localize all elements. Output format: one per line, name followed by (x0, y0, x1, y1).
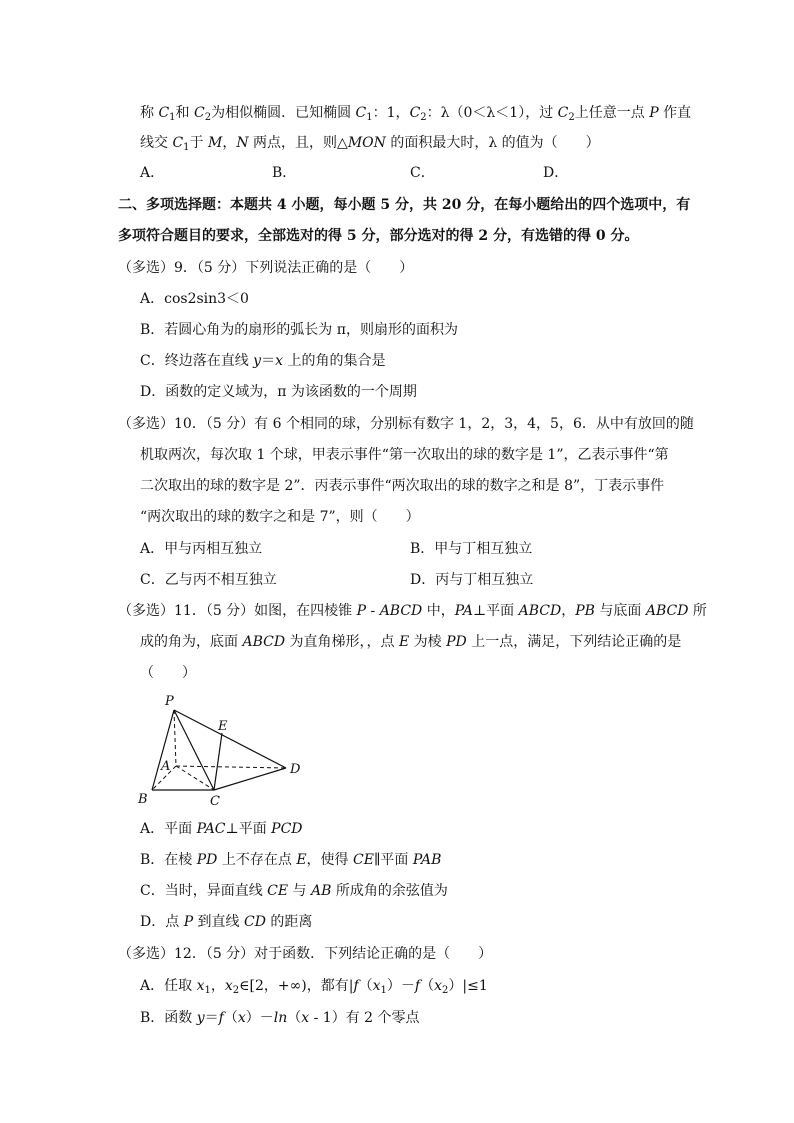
edge-pb (152, 710, 174, 790)
q11-option-a: A．平面 PAC⊥平面 PCD (140, 821, 303, 837)
q8-line-1: 称 $C_1$和 $C_2$为相似椭圆．已知椭圆 $C_1$：1，$C_2$：λ（0＜λ＜1），过 $C_2$上任意一点 P 作直 (140, 105, 692, 123)
q9-option-b: B．若圆心角为的扇形的弧长为 π，则扇形的面积为 (140, 322, 458, 338)
q12-stem: （多选）12．（5 分）对于函数．下列结论正确的是（ ） (118, 946, 493, 962)
q10-line-1: （多选）10．（5 分）有 6 个相同的球，分别标有数字 1，2，3，4，5，6．从中有放回的随 (118, 416, 694, 432)
q10-line-2: 机取两次，每次取 1 个球，甲表示事件“第一次取出的球的数字是 1”，乙表示事件“第 (140, 447, 669, 463)
q11-line-1: （多选）11．（5 分）如图，在四棱锥 P - ABCD 中，PA⊥平面 ABCD，PB 与底面 ABCD 所 (118, 603, 707, 619)
label-a: A (161, 759, 171, 774)
edge-pd (174, 710, 286, 768)
q8-option-b: B． (272, 165, 297, 181)
q10-line-3: 二次取出的球的数字是 2”．丙表示事件“两次取出的球的数字之和是 8”，丁表示事件 (140, 478, 665, 494)
q9-stem: （多选）9．（5 分）下列说法正确的是（ ） (118, 260, 414, 276)
edge-cd (214, 768, 286, 790)
q10-option-c: C．乙与丙不相互独立 (140, 572, 277, 588)
q10-option-a: A．甲与丙相互独立 (140, 541, 263, 557)
q11-option-c: C．当时，异面直线 CE 与 AB 所成角的余弦值为 (140, 883, 448, 899)
label-d: D (290, 762, 301, 777)
edge-pa-hidden (174, 710, 176, 766)
q9-option-c: C．终边落在直线 y＝x 上的角的集合是 (140, 353, 386, 369)
q8-option-c: C． (410, 165, 435, 181)
section2-header-line-2: 多项符合题目的要求，全部选对的得 5 分，部分选对的得 2 分，有选错的得 0 分。 (118, 228, 639, 244)
edge-pc (174, 710, 214, 790)
label-b: B (138, 792, 148, 807)
q8-option-d: D． (543, 165, 569, 181)
section2-header-line-1: 二、多项选择题：本题共 4 小题，每小题 5 分，共 20 分，在每小题给出的四个选项中，有 (118, 197, 691, 213)
q9-option-d: D．函数的定义域为，π 为该函数的一个周期 (140, 384, 417, 400)
q8-option-a: A． (140, 165, 165, 181)
q11-option-d: D．点 P 到直线 CD 的距离 (140, 914, 313, 930)
q11-option-b: B．在棱 PD 上不存在点 E，使得 CE∥平面 PAB (140, 852, 442, 868)
pyramid-figure (130, 690, 315, 810)
label-e: E (218, 719, 228, 734)
q12-option-a: A．任取 $x_1$，$x_2\in[2$，+∞)，都有$|f(x_1)-f(x_2)|\le 1$ (140, 978, 488, 996)
label-c: C (210, 794, 220, 809)
q12-option-b: B．函数 y＝f（x）－ln（x - 1）有 2 个零点 (140, 1010, 420, 1026)
q11-line-2: 成的角为，底面 ABCD 为直角梯形，，点 E 为棱 PD 上一点，满足，下列结论正确的是 (140, 634, 682, 650)
q10-option-d: D．丙与丁相互独立 (410, 572, 534, 588)
q8-line-2: 线交 $C_1$于 M，N 两点，且，则△MON 的面积最大时，λ 的值为（ ） (140, 135, 600, 153)
q11-line-3: （ ） (140, 665, 196, 681)
q10-line-4: “两次取出的球的数字之和是 7”，则（ ） (140, 509, 420, 525)
q10-option-b: B．甲与丁相互独立 (410, 541, 533, 557)
edge-ad-hidden (176, 766, 286, 768)
q9-option-a: A．cos2sin3＜0 (140, 291, 249, 307)
edge-ce (214, 733, 222, 790)
label-p: P (165, 694, 174, 709)
